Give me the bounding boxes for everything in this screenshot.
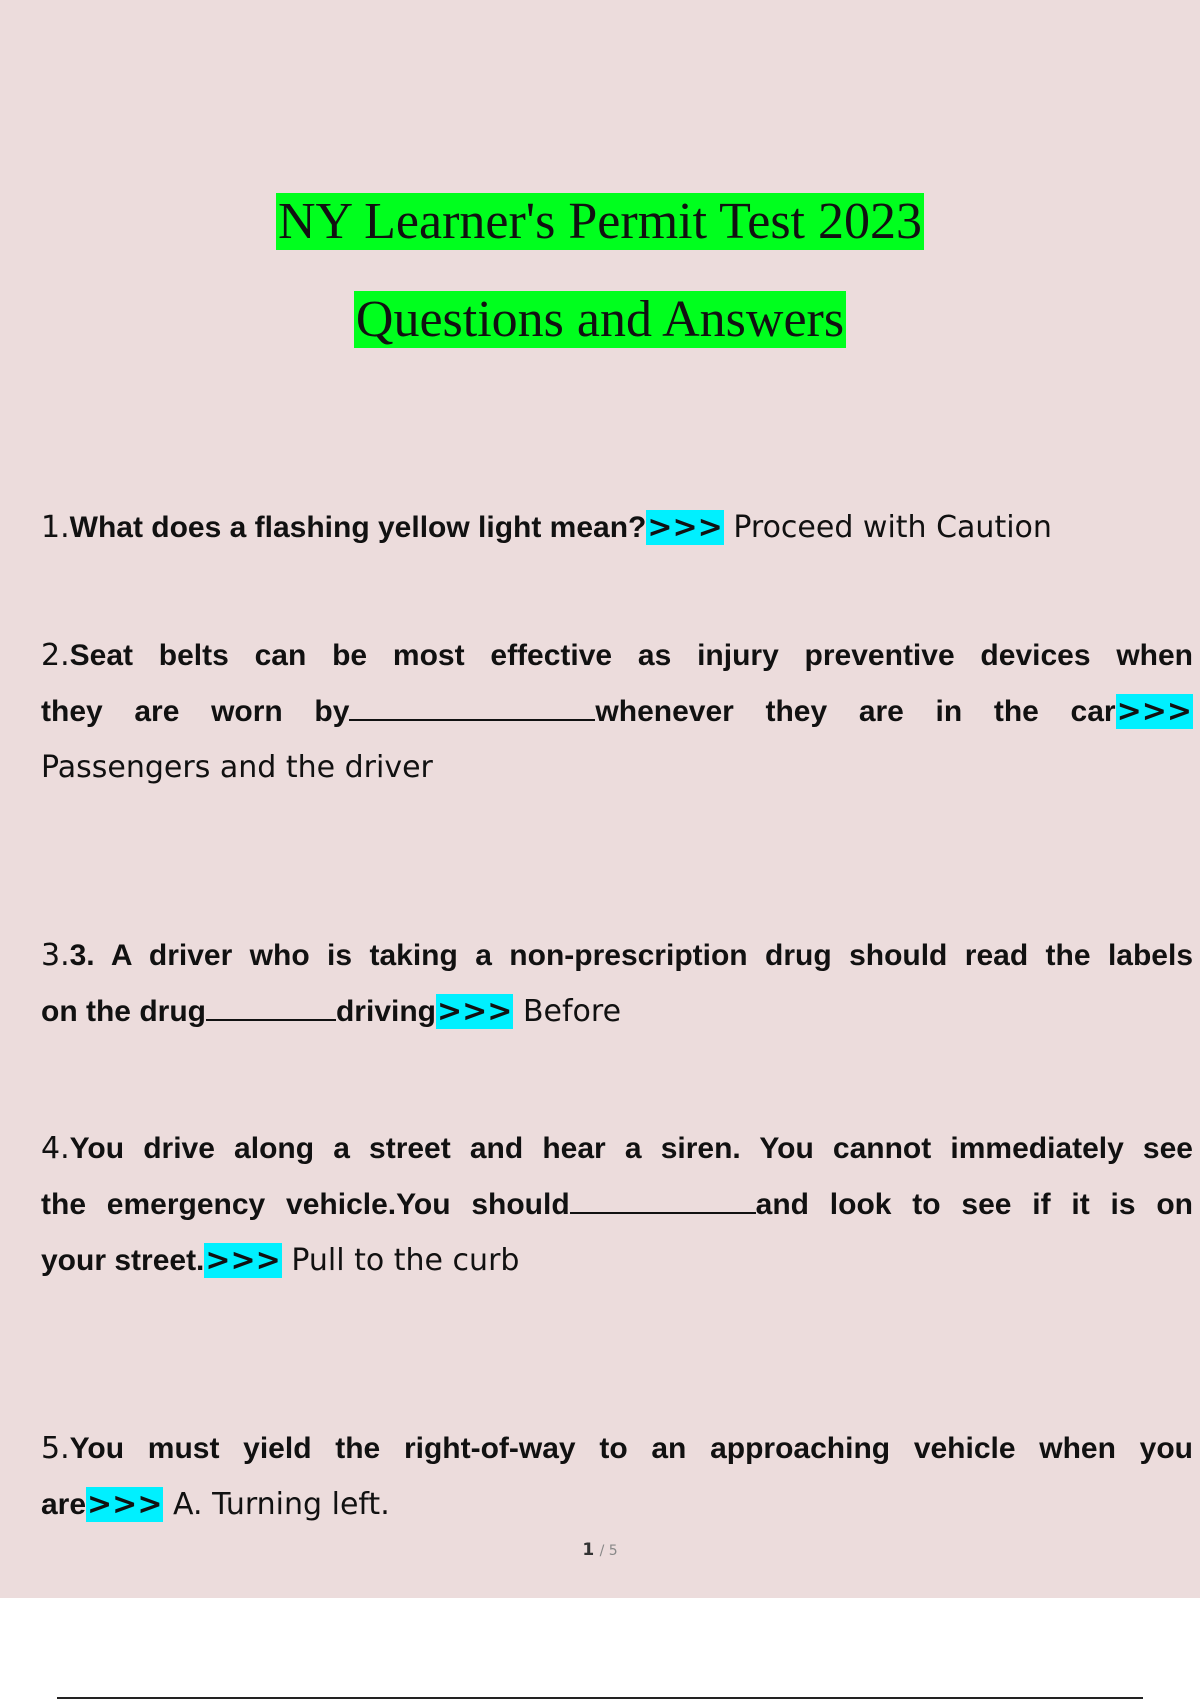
title-line-2 <box>0 288 1200 352</box>
title-highlight-1: NY Learner's Permit Test 2023 <box>277 193 923 250</box>
answer-text: Proceed with Caution <box>723 510 1052 545</box>
question-text: Seat belts can be most effective as injury preventive devices when <box>69 639 1193 672</box>
question-3-line-2: on the drug driving>>> Before <box>41 994 622 1029</box>
question-2-line-2: they are worn by whenever they are in the car>>> <box>41 694 1192 729</box>
answer-arrow: >>> <box>205 1243 281 1278</box>
question-5-line-2: are>>> A. Turning left. <box>41 1487 390 1522</box>
fill-blank <box>349 697 595 721</box>
answer-text: A. Turning left. <box>163 1487 390 1522</box>
page-divider <box>57 1697 1143 1699</box>
question-2-answer <box>41 740 1193 796</box>
question-4-line-3: your street.>>> Pull to the curb <box>41 1243 520 1278</box>
current-page: 1 <box>582 1540 595 1560</box>
question-1 <box>41 500 1193 556</box>
question-number: 4. <box>41 1131 70 1166</box>
answer-text: Before <box>513 994 622 1029</box>
question-number: 1. <box>41 510 70 545</box>
total-pages: / 5 <box>599 1543 618 1559</box>
question-number: 2. <box>41 638 70 673</box>
page-indicator <box>0 1540 1200 1560</box>
question-number: 3. <box>41 938 70 973</box>
question-text: What does a flashing yellow light mean? <box>69 511 647 544</box>
question-2-line-1 <box>41 628 1193 684</box>
answer-arrow: >>> <box>87 1487 163 1522</box>
fill-blank <box>206 997 336 1021</box>
question-3-line-1: 3.3. A driver who is taking a non-prescription drug should read the labels <box>41 938 1193 973</box>
question-number: 5. <box>41 1431 70 1466</box>
question-4-line-2: the emergency vehicle.You should and look to see if it is on <box>41 1188 1193 1221</box>
question-text-after: driving <box>335 995 436 1028</box>
question-5-line-1: 5.You must yield the right-of-way to an approaching vehicle when you <box>41 1431 1193 1466</box>
answer-arrow: >>> <box>1116 694 1192 729</box>
answer-text: Passengers and the driver <box>41 750 433 785</box>
answer-arrow: >>> <box>647 510 723 545</box>
title-line-1 <box>0 190 1200 254</box>
question-4-line-1: 4.You drive along a street and hear a siren. You cannot immediately see <box>41 1131 1193 1166</box>
answer-text: Pull to the curb <box>281 1243 520 1278</box>
answer-arrow: >>> <box>437 994 513 1029</box>
fill-blank <box>570 1190 756 1214</box>
title-highlight-2: Questions and Answers <box>355 291 845 348</box>
